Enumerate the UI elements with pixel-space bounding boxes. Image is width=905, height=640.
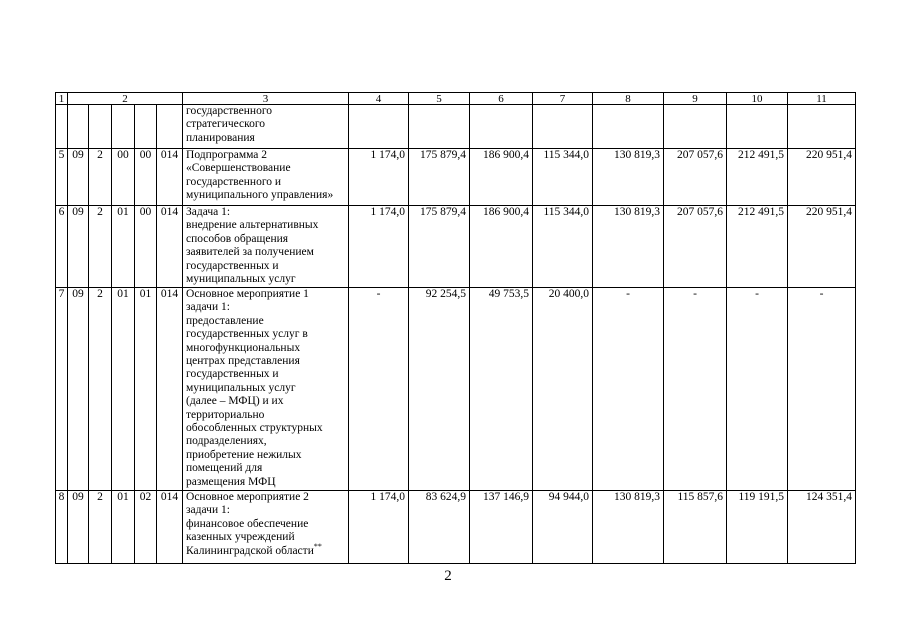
- header-cell-10: 10: [727, 93, 788, 105]
- name-line: [186, 422, 348, 435]
- header-cell-3: 3: [183, 93, 349, 105]
- name-line: [186, 301, 348, 314]
- value-cell: 115 344,0: [533, 149, 593, 206]
- code-cell: 02: [135, 491, 157, 564]
- code-cell: 014: [157, 149, 183, 206]
- name-line: [186, 435, 348, 448]
- name-line-text: планирования: [186, 131, 255, 144]
- name-line: [186, 260, 348, 273]
- name-line: [186, 395, 348, 408]
- header-cell-9: 9: [664, 93, 727, 105]
- value-cell: -: [727, 288, 788, 491]
- name-line: [186, 246, 348, 259]
- value-cell: -: [349, 288, 409, 491]
- code-cell: 01: [135, 288, 157, 491]
- value-cell: 92 254,5: [409, 288, 470, 491]
- value-cell: 130 819,3: [593, 149, 664, 206]
- name-line: [186, 491, 348, 504]
- code-cell: 01: [112, 491, 135, 564]
- name-line: [186, 382, 348, 395]
- value-cell: -: [593, 288, 664, 491]
- code-cell: [68, 105, 89, 149]
- code-cell: [135, 105, 157, 149]
- name-line: [186, 462, 348, 475]
- name-line: [186, 355, 348, 368]
- value-cell: 207 057,6: [664, 149, 727, 206]
- value-cell: 130 819,3: [593, 206, 664, 288]
- value-cell: 130 819,3: [593, 491, 664, 564]
- name-cell: [183, 288, 349, 491]
- name-line-text: задачи 1:: [186, 504, 230, 517]
- code-cell: 01: [112, 206, 135, 288]
- value-cell: [727, 105, 788, 149]
- code-cell: 09: [68, 288, 89, 491]
- value-cell: 115 857,6: [664, 491, 727, 564]
- name-line-text: «Совершенствование: [186, 162, 291, 175]
- header-cell-7: 7: [533, 93, 593, 105]
- code-cell: 2: [89, 491, 112, 564]
- code-cell: [89, 105, 112, 149]
- value-cell: 1 174,0: [349, 149, 409, 206]
- header-cell-4: 4: [349, 93, 409, 105]
- code-cell: 2: [89, 288, 112, 491]
- table-header: [56, 93, 856, 105]
- code-cell: 2: [89, 149, 112, 206]
- code-cell: [157, 105, 183, 149]
- name-line: [186, 518, 348, 531]
- name-line: [186, 189, 348, 202]
- name-line: [186, 118, 348, 131]
- value-cell: -: [788, 288, 856, 491]
- code-cell: 09: [68, 491, 89, 564]
- name-line-text: подразделениях,: [186, 435, 267, 448]
- page-number: 2: [444, 568, 452, 584]
- name-line: [186, 162, 348, 175]
- code-cell: [112, 105, 135, 149]
- name-line-text: государственного: [186, 105, 273, 117]
- table-row: [56, 149, 856, 206]
- name-line: [186, 504, 348, 517]
- name-line-text: (далее – МФЦ) и их: [186, 395, 284, 408]
- value-cell: [349, 105, 409, 149]
- name-line: [186, 476, 348, 489]
- name-line-text: размещения МФЦ: [186, 475, 276, 488]
- name-line: [186, 273, 348, 286]
- table-row: [56, 288, 856, 491]
- name-line-text: государственных и: [186, 259, 279, 272]
- value-cell: 1 174,0: [349, 491, 409, 564]
- name-line: [186, 449, 348, 462]
- value-cell: [533, 105, 593, 149]
- row-number-cell: [56, 105, 68, 149]
- name-line-text: центрах представления: [186, 355, 300, 368]
- name-line: [186, 288, 348, 301]
- name-cell: [183, 105, 349, 149]
- name-line: [186, 206, 348, 219]
- header-cell-2: 2: [68, 93, 183, 105]
- table-body: [56, 105, 856, 564]
- value-cell: 220 951,4: [788, 206, 856, 288]
- code-cell: 014: [157, 206, 183, 288]
- row-number-cell: 8: [56, 491, 68, 564]
- name-line: [186, 315, 348, 328]
- name-line-text: муниципальных услуг: [186, 273, 296, 286]
- name-line-text: внедрение альтернативных: [186, 219, 319, 232]
- row-number-cell: 6: [56, 206, 68, 288]
- value-cell: 119 191,5: [727, 491, 788, 564]
- value-cell: 186 900,4: [470, 206, 533, 288]
- value-cell: 175 879,4: [409, 149, 470, 206]
- value-cell: 115 344,0: [533, 206, 593, 288]
- table-row: [56, 491, 856, 564]
- name-line-text: государственного и: [186, 175, 282, 188]
- name-line: [186, 368, 348, 381]
- code-cell: 014: [157, 288, 183, 491]
- name-line-text: заявителей за получением: [186, 246, 314, 259]
- name-line-text: муниципальных услуг: [186, 381, 296, 394]
- value-cell: 94 944,0: [533, 491, 593, 564]
- code-cell: 00: [112, 149, 135, 206]
- name-line-text: Подпрограмма 2: [186, 149, 268, 161]
- footnote-mark: **: [313, 541, 322, 551]
- name-line: [186, 149, 348, 162]
- value-cell: 137 146,9: [470, 491, 533, 564]
- name-line-text: обособленных структурных: [186, 422, 323, 435]
- value-cell: 207 057,6: [664, 206, 727, 288]
- name-cell: [183, 206, 349, 288]
- name-line: [186, 328, 348, 341]
- value-cell: 212 491,5: [727, 206, 788, 288]
- header-cell-11: 11: [788, 93, 856, 105]
- table-row: [56, 105, 856, 149]
- code-cell: 01: [112, 288, 135, 491]
- name-line-text: государственных услуг в: [186, 328, 308, 341]
- name-line-text: приобретение нежилых: [186, 448, 302, 461]
- value-cell: [664, 105, 727, 149]
- row-number-cell: 5: [56, 149, 68, 206]
- code-cell: 014: [157, 491, 183, 564]
- value-cell: [788, 105, 856, 149]
- name-line-text: муниципального управления»: [186, 189, 334, 202]
- header-cell-1: 1: [56, 93, 68, 105]
- name-line: [186, 132, 348, 145]
- value-cell: 1 174,0: [349, 206, 409, 288]
- code-cell: 2: [89, 206, 112, 288]
- name-line-text: способов обращения: [186, 232, 289, 245]
- name-line-text: финансовое обеспечение: [186, 517, 309, 530]
- name-line: [186, 531, 348, 544]
- value-cell: [593, 105, 664, 149]
- code-cell: 09: [68, 206, 89, 288]
- value-cell: 212 491,5: [727, 149, 788, 206]
- row-number-cell: 7: [56, 288, 68, 491]
- name-cell: [183, 491, 349, 564]
- name-line-text: государственных и: [186, 368, 279, 381]
- value-cell: -: [664, 288, 727, 491]
- header-cell-6: 6: [470, 93, 533, 105]
- name-line: [186, 219, 348, 232]
- name-line-text: казенных учреждений: [186, 531, 295, 544]
- value-cell: 49 753,5: [470, 288, 533, 491]
- value-cell: 220 951,4: [788, 149, 856, 206]
- value-cell: [409, 105, 470, 149]
- name-line-text: Основное мероприятие 1: [186, 288, 309, 300]
- value-cell: 83 624,9: [409, 491, 470, 564]
- name-line: [186, 176, 348, 189]
- code-cell: 00: [135, 149, 157, 206]
- value-cell: 186 900,4: [470, 149, 533, 206]
- name-line: [186, 342, 348, 355]
- name-line-text: предоставление: [186, 314, 264, 327]
- name-line: [186, 233, 348, 246]
- name-line: [186, 541, 348, 558]
- header-cell-8: 8: [593, 93, 664, 105]
- name-line-text: Основное мероприятие 2: [186, 491, 309, 503]
- value-cell: 20 400,0: [533, 288, 593, 491]
- code-cell: 00: [135, 206, 157, 288]
- table-row: [56, 206, 856, 288]
- name-line-text: стратегического: [186, 118, 266, 131]
- name-line-text: территориально: [186, 408, 265, 421]
- header-row: [56, 93, 856, 105]
- value-cell: 175 879,4: [409, 206, 470, 288]
- name-line-text: Задача 1:: [186, 206, 231, 218]
- name-line-text: задачи 1:: [186, 301, 230, 314]
- name-line: [186, 409, 348, 422]
- budget-table: [55, 92, 856, 564]
- code-cell: 09: [68, 149, 89, 206]
- value-cell: [470, 105, 533, 149]
- name-line-text: многофункциональных: [186, 341, 301, 354]
- name-line: [186, 105, 348, 118]
- name-line-text: помещений для: [186, 462, 263, 475]
- value-cell: 124 351,4: [788, 491, 856, 564]
- header-cell-5: 5: [409, 93, 470, 105]
- name-cell: [183, 149, 349, 206]
- name-line-text: Калининградской области: [186, 544, 314, 557]
